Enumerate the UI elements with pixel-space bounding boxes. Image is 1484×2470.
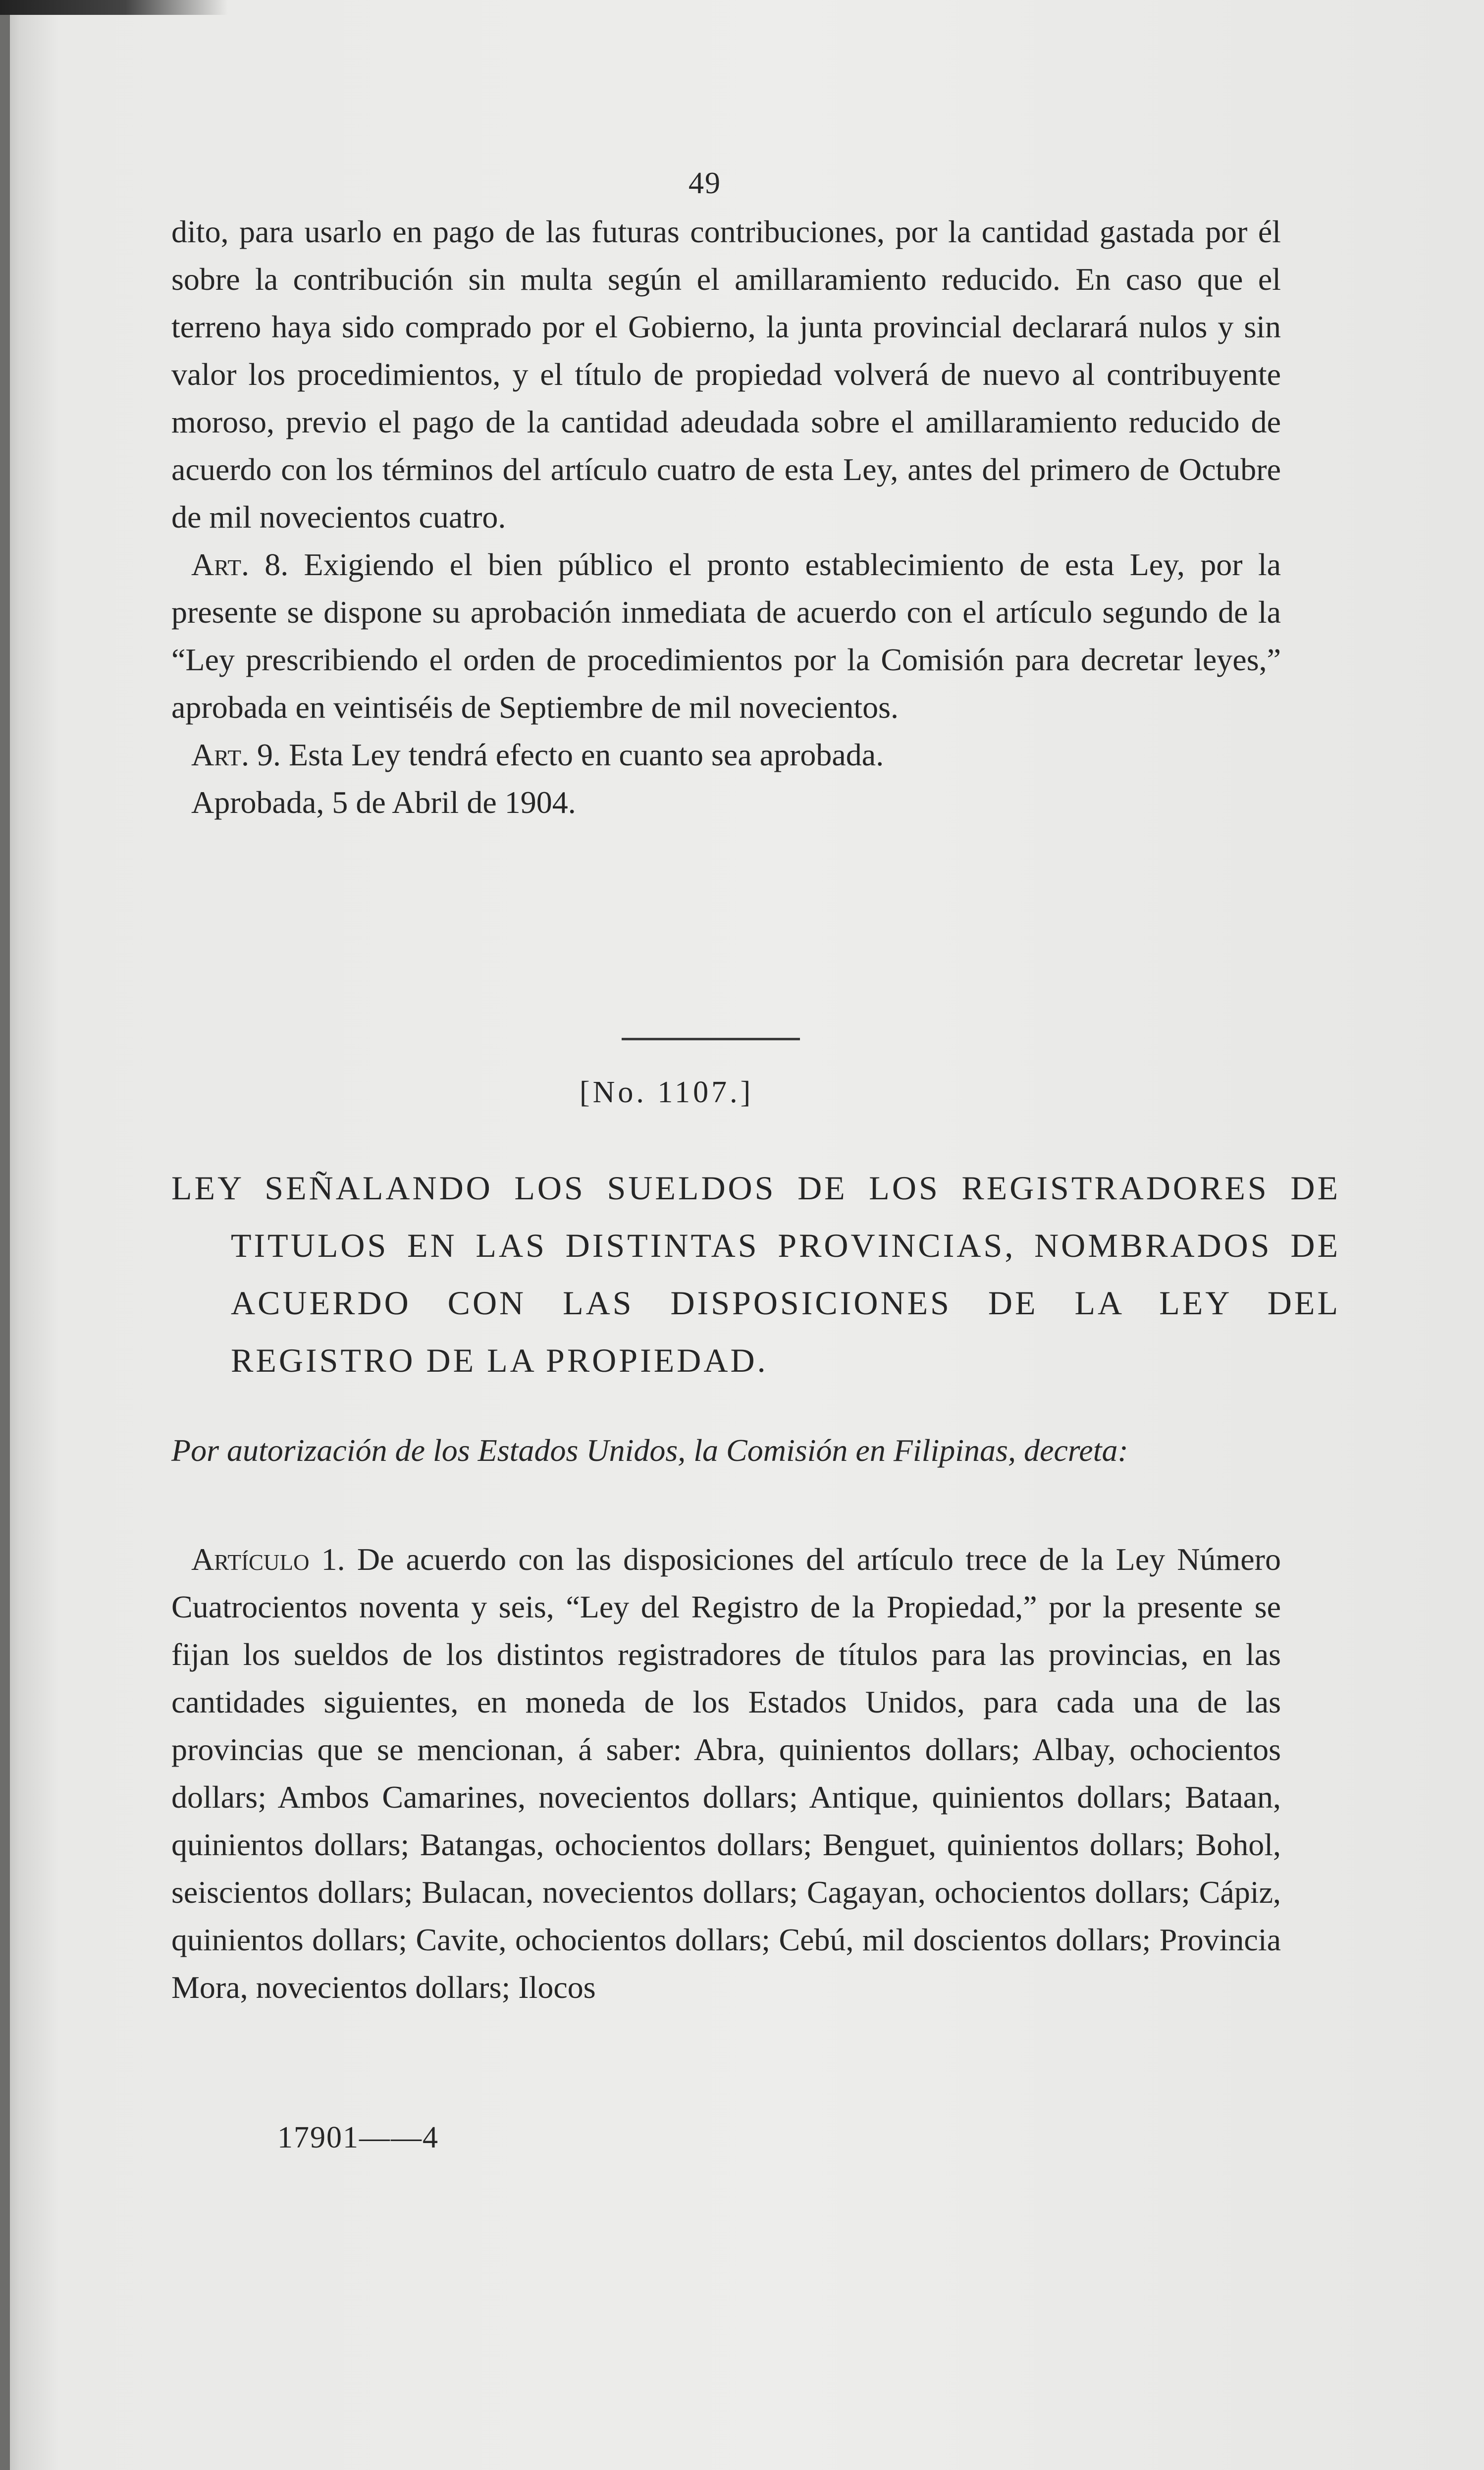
scan-corner-shadow bbox=[0, 0, 228, 15]
article-1-label: Artículo 1. bbox=[191, 1542, 345, 1577]
law-title: LEY SEÑALANDO LOS SUELDOS DE LOS REGISTRADORES DE TITULOS EN LAS DISTINTAS PROVINCIAS, NOMBRADOS DE ACUERDO CON LAS DISPOSICIONES DE LA LEY DEL REGISTRO DE LA PROPIEDAD. bbox=[171, 1169, 1340, 1379]
law-number: [No. 1107.] bbox=[580, 1075, 754, 1109]
section-divider bbox=[622, 1038, 800, 1040]
article-1-text: De acuerdo con las disposiciones del artículo trece de la Ley Número Cuatrocientos noventa y seis, “Ley del Registro de la Propiedad,” por la presente se fijan los sueldos de los distintos registradores de títulos para las provincias, en las cantidades siguientes, en moneda de los Estados Unidos, para cada una de las provincias que se mencionan, á saber: Abra, quinientos dollars; Albay, ochocientos dollars; Ambos Camarines, novecientos dollars; Antique, quinientos dollars; Bataan, quinientos dollars; Batangas, ochocientos dollars; Benguet, quinientos dollars; Bohol, seiscientos dollars; Bulacan, novecientos dollars; Cagayan, ochocientos dollars; Cápiz, quinientos dollars; Cavite, ochocientos dollars; Cebú, mil doscientos dollars; Provincia Mora, novecientos dollars; Ilocos bbox=[171, 1542, 1281, 2005]
article-9 bbox=[171, 731, 1281, 779]
page-number: 49 bbox=[689, 166, 721, 200]
signature-mark: 17901——4 bbox=[277, 2121, 439, 2154]
text-block-top bbox=[171, 208, 1281, 826]
approval-date: Aprobada, 5 de Abril de 1904. bbox=[191, 785, 576, 820]
article-1 bbox=[171, 1536, 1281, 2011]
article-8 bbox=[171, 541, 1281, 731]
article-9-text: Esta Ley tendrá efecto en cuanto sea aprobada. bbox=[289, 737, 884, 772]
article-8-text: Exigiendo el bien público el pronto establecimiento de esta Ley, por la presente se dispone su aprobación inmediata de acuerdo con el artículo segundo de la “Ley prescribiendo el orden de procedimientos por la Comisión para decretar leyes,” aprobada en veintiséis de Septiembre de mil novecientos. bbox=[171, 547, 1281, 725]
decree-clause: Por autorización de los Estados Unidos, la Comisión en Filipinas, decreta: bbox=[171, 1433, 1128, 1468]
continuation-paragraph: dito, para usarlo en pago de las futuras contribuciones, por la cantidad gastada por él sobre la contribución sin multa según el amillaramiento reducido. En caso que el terreno haya sido comprado por el Gobierno, la junta provincial declarará nulos y sin valor los procedimientos, y el título de propiedad volverá de nuevo al contribuyente moroso, previo el pago de la cantidad adeudada sobre el amillaramiento reducido de acuerdo con los términos del artículo cuatro de esta Ley, antes del primero de Octubre de mil novecientos cuatro. bbox=[171, 214, 1281, 535]
article-8-label: Art. 8. bbox=[191, 547, 289, 582]
article-9-label: Art. 9. bbox=[191, 737, 281, 772]
text-block-bottom bbox=[171, 1536, 1281, 2011]
page-binding-edge bbox=[0, 0, 10, 2470]
